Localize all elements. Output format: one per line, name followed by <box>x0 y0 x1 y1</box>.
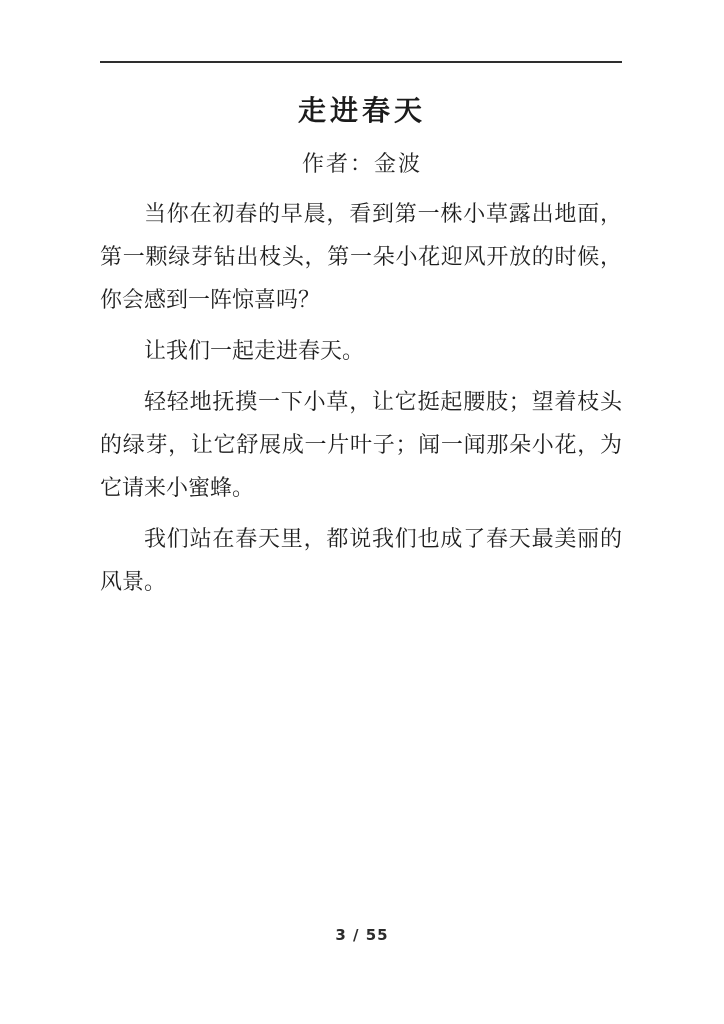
text-line: 你会感到一阵惊喜吗？ <box>100 288 321 313</box>
text-line: 轻轻地抚摸一下小草，让它挺起腰肢；望着枝头 <box>144 390 622 415</box>
paragraph <box>100 193 622 322</box>
text-line: 我们站在春天里，都说我们也成了春天最美丽的 <box>144 527 622 552</box>
paragraph <box>100 518 622 604</box>
text-line: 的绿芽，让它舒展成一片叶子；闻一闻那朵小花，为 <box>100 433 622 458</box>
article-body <box>100 193 622 612</box>
text-line: 当你在初春的早晨，看到第一株小草露出地面， <box>144 202 622 227</box>
text-line: 第一颗绿芽钻出枝头，第一朵小花迎风开放的时候， <box>100 245 622 270</box>
header-rule <box>100 61 622 63</box>
text-line: 让我们一起走进春天。 <box>144 339 365 364</box>
page-number-indicator: 3 / 55 <box>335 926 389 944</box>
paragraph <box>100 381 622 510</box>
text-line: 风景。 <box>100 570 167 595</box>
text-line: 它请来小蜜蜂。 <box>100 476 255 501</box>
page-title: 走进春天 <box>297 94 426 127</box>
paragraph <box>100 330 622 373</box>
author-line: 作者：金波 <box>301 152 422 177</box>
